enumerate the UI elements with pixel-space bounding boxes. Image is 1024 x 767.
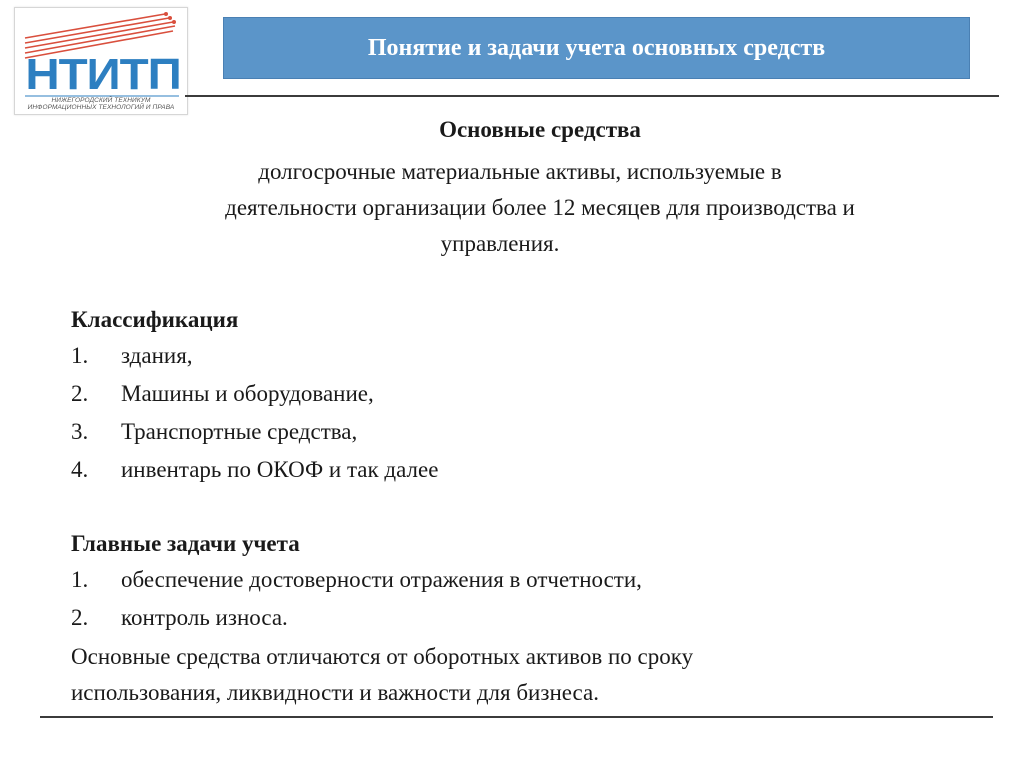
list-item: Транспортные средства, bbox=[121, 419, 358, 444]
list-item: здания, bbox=[121, 343, 193, 368]
list-item-number: 3. bbox=[71, 419, 89, 444]
logo bbox=[14, 7, 188, 115]
list-item-number: 2. bbox=[71, 605, 89, 630]
page-title: Понятие и задачи учета основных средств bbox=[367, 34, 826, 61]
definition-line-3: управления. bbox=[440, 231, 560, 256]
logo-text: НТИТП bbox=[25, 50, 181, 99]
list-item-number: 1. bbox=[71, 567, 89, 592]
logo-subtitle-2: ИНФОРМАЦИОННЫХ ТЕХНОЛОГИЙ И ПРАВА bbox=[27, 104, 175, 111]
list-item: Машины и оборудование, bbox=[121, 381, 374, 406]
logo-subtitle-1: НИЖЕГОРОДСКИЙ ТЕХНИКУМ bbox=[51, 97, 151, 104]
list-item: контроль износа. bbox=[121, 605, 288, 630]
list-item-number: 2. bbox=[71, 381, 89, 406]
bottom-divider bbox=[40, 716, 993, 718]
definition-heading: Основные средства bbox=[439, 117, 641, 142]
title-bar bbox=[223, 17, 970, 79]
conclusion-line-1: Основные средства отличаются от оборотных активов по сроку bbox=[71, 644, 694, 669]
classification-heading: Классификация bbox=[71, 307, 239, 332]
tasks-heading: Главные задачи учета bbox=[71, 531, 300, 556]
list-item: обеспечение достоверности отражения в отчетности, bbox=[121, 567, 642, 592]
top-divider bbox=[185, 95, 999, 97]
list-item: инвентарь по ОКОФ и так далее bbox=[121, 457, 439, 482]
definition-line-2: деятельности организации более 12 месяцев для производства и bbox=[225, 195, 855, 220]
definition-line-1: долгосрочные материальные активы, используемые в bbox=[258, 159, 782, 184]
list-item-number: 4. bbox=[71, 457, 89, 482]
list-item-number: 1. bbox=[71, 343, 89, 368]
conclusion-line-2: использования, ликвидности и важности для бизнеса. bbox=[71, 680, 599, 705]
